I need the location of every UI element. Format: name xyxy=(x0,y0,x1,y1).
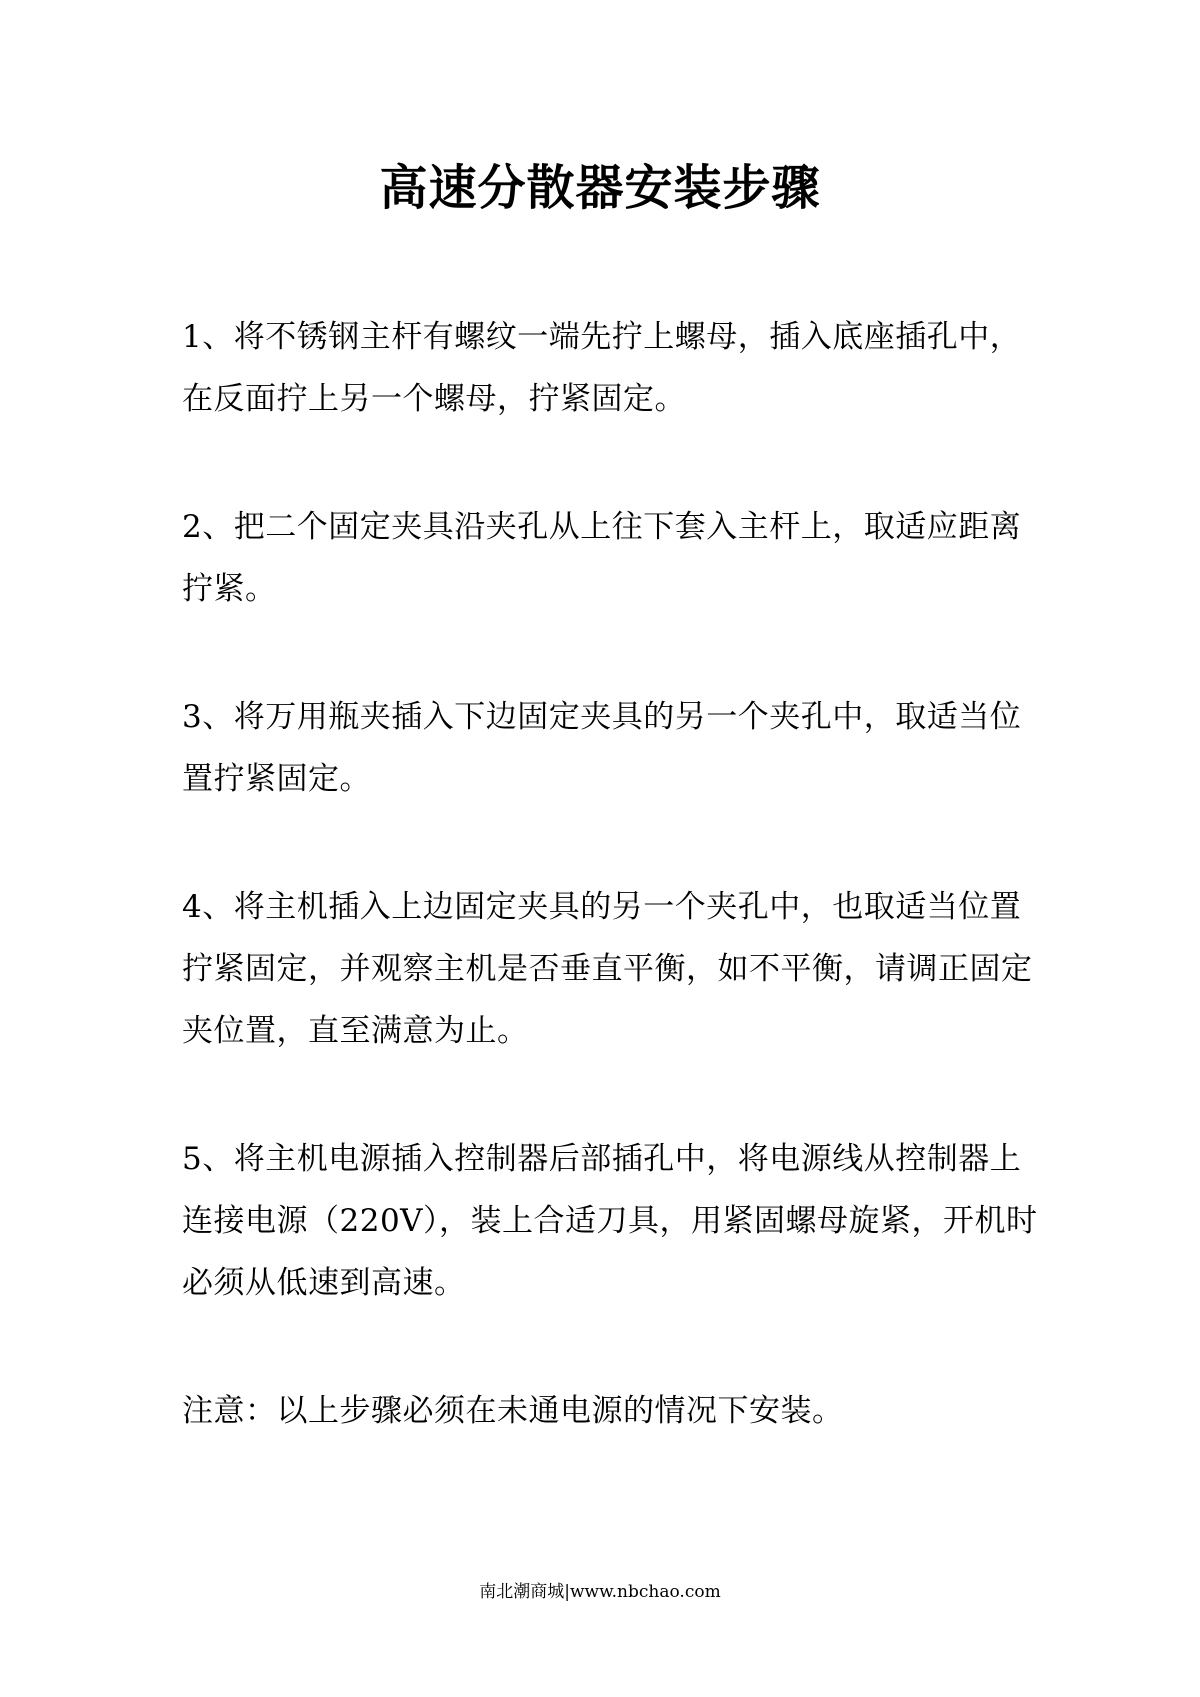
step-5-paragraph: 5、将主机电源插入控制器后部插孔中，将电源线从控制器上连接电源（220V），装上合适刀具，用紧固螺母旋紧，开机时必须从低速到高速。 xyxy=(182,1141,1038,1301)
document-title: 高速分散器安装步骤 xyxy=(379,160,821,216)
page-footer: 南北潮商城|www.nbchao.com xyxy=(479,1582,721,1602)
step-1-paragraph: 1、将不锈钢主杆有螺纹一端先拧上螺母，插入底座插孔中，在反面拧上另一个螺母，拧紧固定。 xyxy=(182,319,1022,417)
step-2-paragraph: 2、把二个固定夹具沿夹孔从上往下套入主杆上，取适应距离拧紧。 xyxy=(182,509,1022,607)
step-3-paragraph: 3、将万用瓶夹插入下边固定夹具的另一个夹孔中，取适当位置拧紧固定。 xyxy=(182,699,1022,797)
note-paragraph: 注意：以上步骤必须在未通电源的情况下安装。 xyxy=(182,1393,844,1429)
step-4-paragraph: 4、将主机插入上边固定夹具的另一个夹孔中，也取适当位置拧紧固定，并观察主机是否垂直平衡，如不平衡，请调正固定夹位置，直至满意为止。 xyxy=(182,889,1033,1049)
